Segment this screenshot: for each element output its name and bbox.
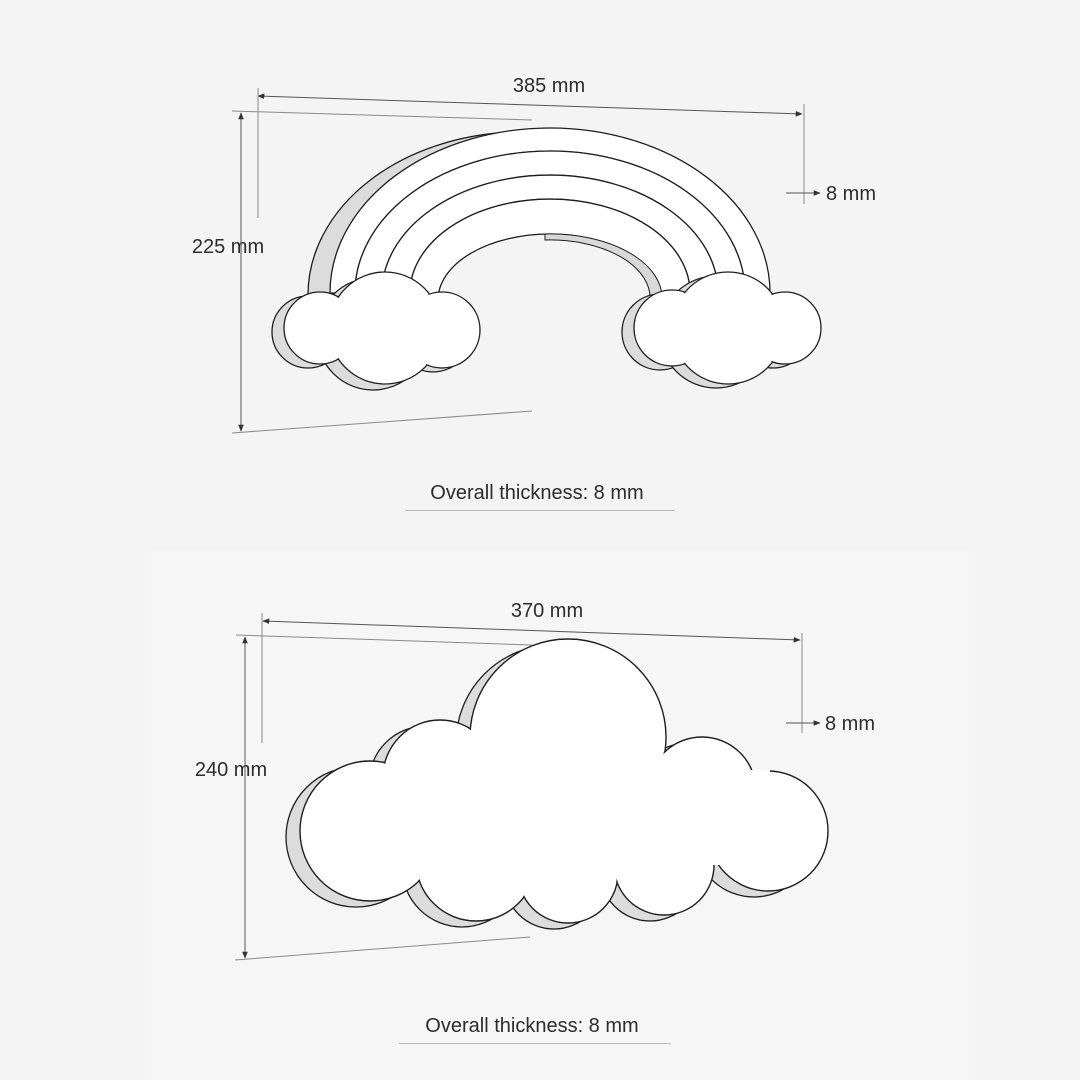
cloud-panel bbox=[0, 545, 1080, 1080]
cloud-depth-label: 8 mm bbox=[825, 713, 875, 735]
rainbow-width-label: 385 mm bbox=[512, 75, 586, 97]
cloud-caption-underline bbox=[399, 1043, 671, 1044]
rainbow-caption-underline bbox=[405, 510, 675, 511]
cloud-drawing bbox=[0, 545, 1080, 1080]
cloud-shape bbox=[286, 639, 828, 929]
rainbow-depth-label: 8 mm bbox=[826, 183, 876, 205]
cloud-height-label: 240 mm bbox=[194, 759, 268, 781]
rainbow-height-label: 225 mm bbox=[191, 236, 265, 258]
cloud-thickness-caption: Overall thickness: 8 mm bbox=[425, 1015, 639, 1037]
rainbow-left-cloud bbox=[272, 272, 480, 390]
cloud-width-label: 370 mm bbox=[510, 600, 584, 622]
rainbow-thickness-caption: Overall thickness: 8 mm bbox=[430, 482, 644, 504]
